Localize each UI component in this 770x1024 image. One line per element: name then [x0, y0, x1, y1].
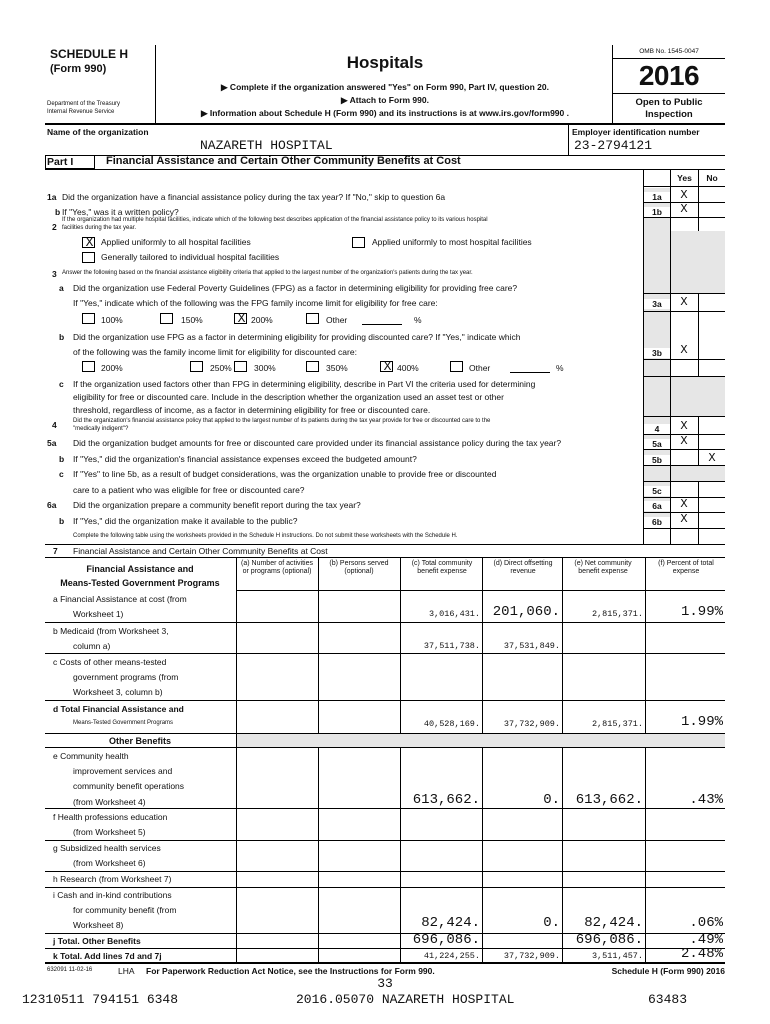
q2-opt1-label: Applied uniformly to all hospital facilities	[101, 237, 251, 247]
footer-bottom-mid: 2016.05070 NAZARETH HOSPITAL	[296, 992, 515, 1007]
part1-title: Financial Assistance and Certain Other Community Benefits at Cost	[106, 155, 461, 167]
q3b-code: 3b	[644, 348, 670, 358]
row-j-total-expense: 696,086.	[412, 932, 480, 948]
q6a-yes[interactable]: X	[680, 497, 688, 511]
q3c-text-1: If the organization used factors other than FPG in determining eligibility, describe in Part VI the criteria used for determining	[73, 379, 536, 389]
open-public: Open to Public	[635, 97, 703, 108]
q3c-text-3: threshold, regardless of income, as a factor in determining eligibility for free or discounted care.	[73, 405, 431, 415]
other-benefits-heading: Other Benefits	[108, 736, 171, 746]
q1b-code: 1b	[644, 207, 670, 217]
row-d-label-1: d Total Financial Assistance and	[53, 704, 184, 714]
row-h-label: h Research (from Worksheet 7)	[53, 874, 172, 884]
row-a-percent: 1.99%	[680, 604, 723, 620]
q3a-yes[interactable]: X	[680, 295, 688, 309]
q6b-num: b	[59, 516, 65, 526]
q3a-opt-100[interactable]	[82, 313, 95, 324]
q3b-opt-350[interactable]	[306, 361, 319, 372]
footer-schedule: Schedule H (Form 990) 2016	[611, 966, 725, 976]
row-a-net-expense: 2,815,371.	[591, 609, 643, 619]
row-a-label-2: Worksheet 1)	[73, 609, 124, 619]
q3a-opt-other-label: Other	[326, 315, 348, 325]
row-k-percent: 2.48%	[680, 946, 723, 962]
row-e-net-expense: 613,662.	[575, 792, 643, 808]
row-j-net-expense: 696,086.	[575, 932, 643, 948]
q6b-yes[interactable]: X	[680, 512, 688, 526]
q2-opt2-label: Applied uniformly to most hospital facilities	[372, 237, 532, 247]
q3-num: 3	[52, 269, 57, 279]
q3a-opt-200-label: 200%	[251, 315, 273, 325]
q3a-opt-150-label: 150%	[181, 315, 203, 325]
q6a-code: 6a	[644, 501, 670, 511]
q3b-opt-250[interactable]	[190, 361, 203, 372]
row-e-label-3: community benefit operations	[73, 781, 185, 791]
q5b-code: 5b	[644, 455, 670, 465]
row-g-label-2: (from Worksheet 6)	[73, 858, 146, 868]
row-a-total-expense: 3,016,431.	[428, 609, 480, 619]
row-k-net-expense: 3,511,457.	[591, 951, 643, 961]
row-i-percent: .06%	[689, 915, 723, 931]
worksheet-note: Complete the following table using the worksheets provided in the Schedule H instructions. Do not submit these worksheets with the Schedule H.	[73, 533, 458, 539]
q1b-yes[interactable]: X	[680, 202, 688, 216]
page-number: 33	[377, 976, 393, 991]
q3a-pct: %	[414, 315, 422, 325]
q2-opt3-label: Generally tailored to individual hospital facilities	[101, 252, 280, 262]
q5b-text: If "Yes," did the organization's financial assistance expenses exceed the budgeted amount?	[73, 454, 417, 464]
q4-num: 4	[52, 420, 57, 430]
org-name: NAZARETH HOSPITAL	[200, 138, 333, 153]
q3a-opt-150[interactable]	[160, 313, 173, 324]
q6b-text: If "Yes," did the organization make it available to the public?	[73, 516, 298, 526]
row-d-net-expense: 2,815,371.	[591, 719, 643, 729]
q3b-text-2: of the following was the family income limit for eligibility for discounted care:	[73, 347, 357, 357]
part1-tag: Part I	[47, 156, 74, 168]
row-i-total-expense: 82,424.	[421, 915, 480, 931]
q2-opt3-checkbox[interactable]	[82, 252, 95, 263]
q3b-opt-other[interactable]	[450, 361, 463, 372]
form-title: Hospitals	[346, 53, 424, 72]
q1a-code: 1a	[644, 192, 670, 202]
col-b-header: (b) Persons served (optional)	[329, 560, 389, 575]
row-i-label-3: Worksheet 8)	[73, 920, 124, 930]
ein-label: Employer identification number	[572, 127, 700, 137]
col-d-header: (d) Direct offsetting revenue	[493, 560, 553, 575]
q5c-text-1: If "Yes" to line 5b, as a result of budget considerations, was the organization unable to provide free or discounted	[73, 469, 497, 479]
row-i-net-expense: 82,424.	[584, 915, 643, 931]
schedule-label: SCHEDULE H	[50, 47, 129, 61]
q3b-num: b	[59, 332, 65, 342]
irs-label: Internal Revenue Service	[47, 109, 115, 115]
q2-opt2-checkbox[interactable]	[352, 237, 365, 248]
q3b-opt-400-label: 400%	[397, 363, 419, 373]
q5a-text: Did the organization budget amounts for free or discounted care provided under its financial assistance policy during the tax year?	[73, 438, 562, 448]
row-i-label-1: i Cash and in-kind contributions	[53, 890, 172, 900]
q7-num: 7	[53, 546, 58, 556]
q5c-text-2: care to a patient who was eligible for free or discounted care?	[73, 485, 305, 495]
row-j-percent: .49%	[689, 932, 723, 948]
instruction-3: ▶ Information about Schedule H (Form 990) and its instructions is at www.irs.gov/form990 .	[200, 108, 569, 118]
footer-notice: For Paperwork Reduction Act Notice, see the Instructions for Form 990.	[146, 966, 435, 976]
inspection: Inspection	[645, 109, 693, 120]
q3b-opt-300[interactable]	[234, 361, 247, 372]
q4-yes[interactable]: X	[680, 419, 688, 433]
q3-text: Answer the following based on the financial assistance eligibility criteria that applied to the largest number of the organization's patients during the tax year.	[62, 270, 473, 276]
row-g-label-1: g Subsidized health services	[53, 843, 161, 853]
tax-year: 2016	[638, 60, 700, 91]
q1a-num: 1a	[47, 192, 57, 202]
q1b-text: If "Yes," was it a written policy?	[62, 207, 179, 217]
row-b-offsetting-revenue: 37,531,849.	[503, 641, 560, 651]
q5a-num: 5a	[47, 438, 57, 448]
q5b-num: b	[59, 454, 65, 464]
row-b-label-2: column a)	[73, 641, 111, 651]
head-left-2: Means-Tested Government Programs	[60, 578, 220, 588]
q5a-yes[interactable]: X	[680, 434, 688, 448]
row-i-label-2: for community benefit (from	[73, 905, 177, 915]
q3b-opt-250-label: 250%	[210, 363, 232, 373]
q4-text-1: Did the organization's financial assistance policy that applied to the largest number of its patients during the tax year provide for free or discounted care to the	[73, 418, 491, 424]
yes-header: Yes	[677, 173, 692, 183]
dept-treasury: Department of the Treasury	[47, 101, 121, 107]
row-c-label-1: c Costs of other means-tested	[53, 657, 167, 667]
footer-lha: LHA	[118, 966, 135, 976]
no-header: No	[706, 173, 718, 183]
q3b-text-1: Did the organization use FPG as a factor in determining eligibility for providing discounted care? If "Yes," indicate which	[73, 332, 521, 342]
q7-title: Financial Assistance and Certain Other Community Benefits at Cost	[73, 546, 328, 556]
row-e-label-2: improvement services and	[73, 766, 173, 776]
q6b-code: 6b	[644, 517, 670, 527]
q3b-opt-200[interactable]	[82, 361, 95, 372]
ein-value: 23-2794121	[574, 138, 653, 153]
col-a-header: (a) Number of activities or programs (optional)	[241, 560, 313, 575]
footer-bottom-left: 12310511 794151 6348	[22, 992, 179, 1007]
q3b-opt-400[interactable]: X	[380, 361, 393, 372]
q6a-num: 6a	[47, 500, 57, 510]
row-a-label-1: a Financial Assistance at cost (from	[53, 594, 187, 604]
row-b-label-1: b Medicaid (from Worksheet 3,	[53, 626, 169, 636]
row-a-offsetting-revenue: 201,060.	[492, 604, 560, 620]
row-d-label-2: Means-Tested Government Programs	[73, 720, 174, 726]
q1a-yes[interactable]: X	[680, 188, 688, 202]
row-e-label-4: (from Worksheet 4)	[73, 797, 146, 807]
q5a-code: 5a	[644, 439, 670, 449]
row-j-label: j Total. Other Benefits	[53, 936, 141, 946]
footer-bottom-right: 63483	[648, 992, 688, 1007]
q3b-opt-200-label: 200%	[101, 363, 123, 373]
instruction-1: ▶ Complete if the organization answered "Yes" on Form 990, Part IV, question 20.	[221, 82, 549, 92]
footer-code: 632091 11-02-16	[47, 967, 93, 973]
row-k-label: k Total. Add lines 7d and 7j	[53, 951, 162, 961]
q3b-opt-350-label: 350%	[326, 363, 348, 373]
q6a-text: Did the organization prepare a community benefit report during the tax year?	[73, 500, 361, 510]
q3b-pct: %	[556, 363, 564, 373]
q3b-opt-other-label: Other	[469, 363, 491, 373]
q1a-text: Did the organization have a financial assistance policy during the tax year? If "No," skip to question 6a	[62, 192, 446, 202]
row-c-label-2: government programs (from	[73, 672, 179, 682]
row-d-total-expense: 40,528,169.	[423, 719, 480, 729]
q3c-num: c	[59, 379, 64, 389]
q4-text-2: "medically indigent"?	[73, 426, 129, 432]
form-label: (Form 990)	[50, 63, 107, 75]
row-c-label-3: Worksheet 3, column b)	[73, 687, 163, 697]
q3a-opt-other[interactable]	[306, 313, 319, 324]
q3b-opt-300-label: 300%	[254, 363, 276, 373]
q5c-num: c	[59, 469, 64, 479]
row-b-total-expense: 37,511,738.	[423, 641, 480, 651]
col-c-header: (c) Total community benefit expense	[411, 560, 473, 575]
q5b-no[interactable]: X	[708, 451, 716, 465]
row-e-total-expense: 613,662.	[412, 792, 480, 808]
row-k-total-expense: 41,224,255.	[423, 951, 480, 961]
col-f-header: (f) Percent of total expense	[658, 560, 714, 575]
q3a-opt-200[interactable]: X	[234, 313, 247, 324]
row-e-label-1: e Community health	[53, 751, 129, 761]
q3a-num: a	[59, 283, 64, 293]
q3a-code: 3a	[644, 299, 670, 309]
q2-opt1-checkbox[interactable]: X	[82, 237, 95, 248]
q3a-opt-100-label: 100%	[101, 315, 123, 325]
col-e-header: (e) Net community benefit expense	[574, 560, 632, 575]
row-e-percent: .43%	[689, 792, 723, 808]
row-f-label-2: (from Worksheet 5)	[73, 827, 146, 837]
q2-text-2: facilities during the tax year.	[62, 225, 137, 231]
head-left-1: Financial Assistance and	[86, 564, 194, 574]
q2-text-1: If the organization had multiple hospital facilities, indicate which of the following best describes application of the financial assistance policy to its various hospital	[62, 217, 488, 223]
row-i-offsetting-revenue: 0.	[543, 915, 560, 931]
q5c-code: 5c	[644, 486, 670, 496]
q2-num: 2	[52, 222, 57, 232]
row-k-offsetting-revenue: 37,732,909.	[503, 951, 560, 961]
row-d-offsetting-revenue: 37,732,909.	[503, 719, 560, 729]
q3a-text-2: If "Yes," indicate which of the following was the FPG family income limit for eligibility for free care:	[73, 298, 438, 308]
q4-code: 4	[644, 424, 670, 434]
omb-number: OMB No. 1545-0047	[639, 48, 699, 55]
q1b-num: b	[55, 207, 61, 217]
row-d-percent: 1.99%	[680, 714, 723, 730]
q3a-text-1: Did the organization use Federal Poverty Guidelines (FPG) as a factor in determining eligibility for providing free care?	[73, 283, 518, 293]
q3b-yes[interactable]: X	[680, 343, 688, 357]
instruction-2: ▶ Attach to Form 990.	[341, 95, 429, 105]
row-e-offsetting-revenue: 0.	[543, 792, 560, 808]
org-name-label: Name of the organization	[47, 127, 149, 137]
q3c-text-2: eligibility for free or discounted care. Include in the description whether the organization used an asset test or other	[73, 392, 504, 402]
row-f-label-1: f Health professions education	[53, 812, 168, 822]
